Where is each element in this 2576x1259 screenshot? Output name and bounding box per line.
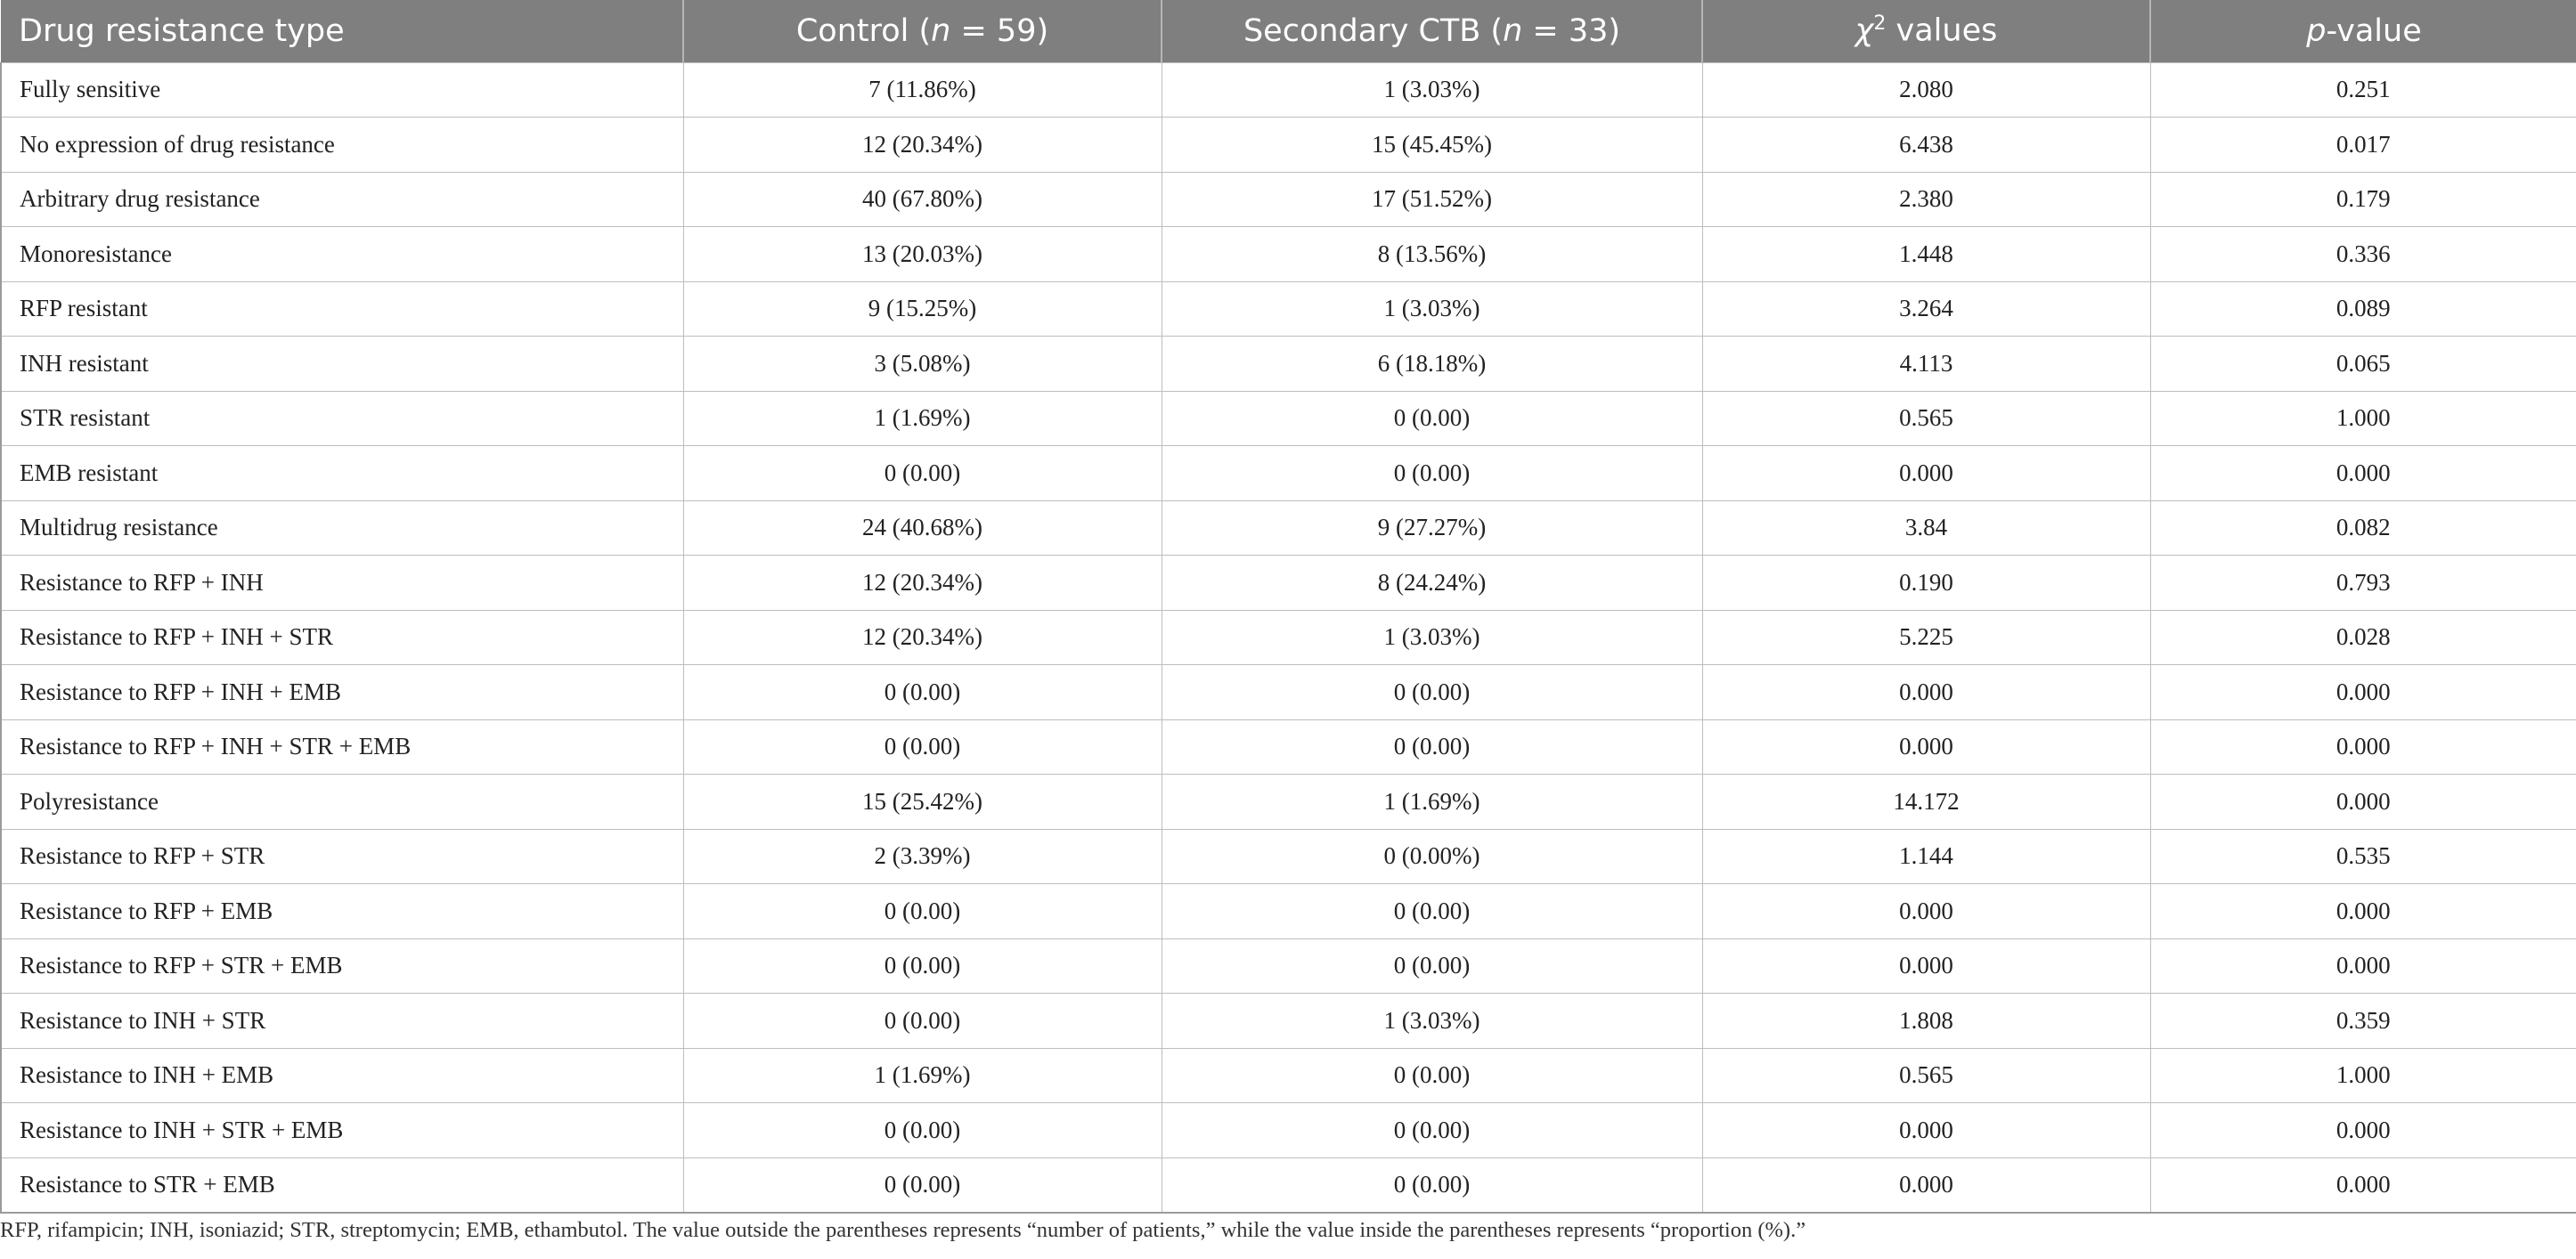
control-cell: 15 (25.42%): [683, 775, 1162, 830]
control-cell: 0 (0.00): [683, 884, 1162, 939]
drug-resistance-type-cell: Resistance to RFP + INH + EMB: [1, 665, 683, 720]
control-cell: 0 (0.00): [683, 665, 1162, 720]
secondary-ctb-cell: 0 (0.00): [1162, 884, 1702, 939]
control-cell: 13 (20.03%): [683, 227, 1162, 282]
drug-resistance-type-cell: Arbitrary drug resistance: [1, 172, 683, 227]
control-cell: 12 (20.34%): [683, 610, 1162, 665]
chi-square-cell: 0.190: [1702, 556, 2150, 611]
table-row: [1, 172, 2576, 227]
header-control-prefix: Control (: [795, 12, 932, 49]
secondary-ctb-cell: 1 (3.03%): [1162, 610, 1702, 665]
p-value-cell: 0.000: [2150, 446, 2576, 501]
secondary-ctb-cell: 1 (3.03%): [1162, 62, 1702, 118]
table-footnote: RFP, rifampicin; INH, isoniazid; STR, streptomycin; EMB, ethambutol. The value outside the parentheses represents “number of patients,” while the value inside the parentheses represents “proportion (%).”: [0, 1218, 1806, 1242]
control-cell: 0 (0.00): [683, 1103, 1162, 1158]
secondary-ctb-cell: 0 (0.00): [1162, 391, 1702, 446]
secondary-ctb-cell: 17 (51.52%): [1162, 172, 1702, 227]
table-header: [1, 0, 2576, 62]
table-row: [1, 884, 2576, 939]
header-drug-resistance-type: [1, 0, 683, 62]
header-p-suffix: -value: [2326, 12, 2422, 49]
control-cell: 24 (40.68%): [683, 500, 1162, 556]
p-value-cell: 0.000: [2150, 938, 2576, 994]
table-row: [1, 446, 2576, 501]
table-row: [1, 391, 2576, 446]
secondary-ctb-cell: 0 (0.00): [1162, 665, 1702, 720]
table-row: [1, 1048, 2576, 1103]
control-cell: 12 (20.34%): [683, 118, 1162, 173]
header-chi-symbol: χ: [1855, 13, 1874, 50]
drug-resistance-type-cell: Monoresistance: [1, 227, 683, 282]
control-cell: 0 (0.00): [683, 938, 1162, 994]
chi-square-cell: 0.000: [1702, 446, 2150, 501]
header-control: [683, 0, 1162, 62]
p-value-cell: 0.065: [2150, 337, 2576, 392]
table-row: [1, 337, 2576, 392]
control-cell: 3 (5.08%): [683, 337, 1162, 392]
table-row: [1, 281, 2576, 337]
table-row: [1, 500, 2576, 556]
chi-square-cell: 2.380: [1702, 172, 2150, 227]
control-cell: 1 (1.69%): [683, 391, 1162, 446]
p-value-cell: 0.251: [2150, 62, 2576, 118]
table-row: [1, 227, 2576, 282]
table-row: [1, 938, 2576, 994]
secondary-ctb-cell: 0 (0.00): [1162, 719, 1702, 775]
p-value-cell: 0.000: [2150, 775, 2576, 830]
chi-square-cell: 14.172: [1702, 775, 2150, 830]
control-cell: 12 (20.34%): [683, 556, 1162, 611]
control-cell: 7 (11.86%): [683, 62, 1162, 118]
drug-resistance-type-cell: Resistance to RFP + INH + STR + EMB: [1, 719, 683, 775]
drug-resistance-type-cell: Resistance to INH + STR + EMB: [1, 1103, 683, 1158]
table-row: [1, 719, 2576, 775]
p-value-cell: 0.793: [2150, 556, 2576, 611]
header-p-var: p: [2306, 12, 2327, 49]
secondary-ctb-cell: 0 (0.00%): [1162, 829, 1702, 884]
chi-square-cell: 0.000: [1702, 938, 2150, 994]
p-value-cell: 0.000: [2150, 884, 2576, 939]
table-row: [1, 118, 2576, 173]
secondary-ctb-cell: 6 (18.18%): [1162, 337, 1702, 392]
p-value-cell: 0.000: [2150, 719, 2576, 775]
secondary-ctb-cell: 15 (45.45%): [1162, 118, 1702, 173]
header-control-suffix: = 59): [950, 12, 1049, 49]
secondary-ctb-cell: 0 (0.00): [1162, 938, 1702, 994]
p-value-cell: 0.000: [2150, 1103, 2576, 1158]
drug-resistance-type-cell: Resistance to RFP + EMB: [1, 884, 683, 939]
chi-square-cell: 0.000: [1702, 884, 2150, 939]
control-cell: 0 (0.00): [683, 719, 1162, 775]
secondary-ctb-cell: 0 (0.00): [1162, 1157, 1702, 1213]
header-drug-resistance-type-text: Drug resistance type: [19, 12, 345, 49]
chi-square-cell: 1.448: [1702, 227, 2150, 282]
table-row: [1, 829, 2576, 884]
chi-square-cell: 0.000: [1702, 1157, 2150, 1213]
secondary-ctb-cell: 9 (27.27%): [1162, 500, 1702, 556]
header-control-n: n: [931, 12, 951, 49]
header-secondary-ctb-prefix: Secondary CTB (: [1243, 12, 1504, 49]
table-row: [1, 1157, 2576, 1213]
chi-square-cell: 3.84: [1702, 500, 2150, 556]
table-row: [1, 62, 2576, 118]
secondary-ctb-cell: 0 (0.00): [1162, 446, 1702, 501]
drug-resistance-type-cell: Resistance to RFP + STR: [1, 829, 683, 884]
p-value-cell: 0.089: [2150, 281, 2576, 337]
p-value-cell: 0.000: [2150, 665, 2576, 720]
control-cell: 0 (0.00): [683, 1157, 1162, 1213]
chi-square-cell: 0.565: [1702, 1048, 2150, 1103]
drug-resistance-type-cell: Resistance to RFP + INH: [1, 556, 683, 611]
control-cell: 0 (0.00): [683, 446, 1162, 501]
secondary-ctb-cell: 0 (0.00): [1162, 1048, 1702, 1103]
drug-resistance-type-cell: STR resistant: [1, 391, 683, 446]
header-row: [1, 0, 2576, 62]
control-cell: 0 (0.00): [683, 994, 1162, 1049]
chi-square-cell: 2.080: [1702, 62, 2150, 118]
drug-resistance-type-cell: Resistance to INH + STR: [1, 994, 683, 1049]
p-value-cell: 0.082: [2150, 500, 2576, 556]
chi-square-cell: 0.000: [1702, 719, 2150, 775]
p-value-cell: 0.359: [2150, 994, 2576, 1049]
chi-square-cell: 0.000: [1702, 665, 2150, 720]
p-value-cell: 0.336: [2150, 227, 2576, 282]
table-row: [1, 610, 2576, 665]
secondary-ctb-cell: 0 (0.00): [1162, 1103, 1702, 1158]
control-cell: 1 (1.69%): [683, 1048, 1162, 1103]
p-value-cell: 0.179: [2150, 172, 2576, 227]
drug-resistance-type-cell: Fully sensitive: [1, 62, 683, 118]
chi-square-cell: 6.438: [1702, 118, 2150, 173]
drug-resistance-type-cell: INH resistant: [1, 337, 683, 392]
p-value-cell: 0.000: [2150, 1157, 2576, 1213]
header-chi-superscript: 2: [1873, 12, 1887, 36]
p-value-cell: 0.535: [2150, 829, 2576, 884]
p-value-cell: 0.028: [2150, 610, 2576, 665]
header-chi-square-values: [1702, 0, 2150, 62]
header-secondary-ctb-n: n: [1503, 12, 1523, 49]
drug-resistance-type-cell: Resistance to RFP + INH + STR: [1, 610, 683, 665]
table-row: [1, 556, 2576, 611]
table-row: [1, 665, 2576, 720]
drug-resistance-type-cell: EMB resistant: [1, 446, 683, 501]
chi-square-cell: 1.808: [1702, 994, 2150, 1049]
secondary-ctb-cell: 1 (3.03%): [1162, 994, 1702, 1049]
header-secondary-ctb-suffix: = 33): [1522, 12, 1621, 49]
drug-resistance-type-cell: Multidrug resistance: [1, 500, 683, 556]
drug-resistance-type-cell: No expression of drug resistance: [1, 118, 683, 173]
table-row: [1, 994, 2576, 1049]
p-value-cell: 0.017: [2150, 118, 2576, 173]
secondary-ctb-cell: 8 (24.24%): [1162, 556, 1702, 611]
drug-resistance-type-cell: Resistance to STR + EMB: [1, 1157, 683, 1213]
drug-resistance-type-cell: RFP resistant: [1, 281, 683, 337]
chi-square-cell: 3.264: [1702, 281, 2150, 337]
secondary-ctb-cell: 8 (13.56%): [1162, 227, 1702, 282]
header-p-value: [2150, 0, 2576, 62]
header-chi-suffix: values: [1886, 13, 1998, 50]
chi-square-cell: 0.000: [1702, 1103, 2150, 1158]
table-row: [1, 1103, 2576, 1158]
secondary-ctb-cell: 1 (1.69%): [1162, 775, 1702, 830]
control-cell: 9 (15.25%): [683, 281, 1162, 337]
chi-square-cell: 5.225: [1702, 610, 2150, 665]
chi-square-cell: 4.113: [1702, 337, 2150, 392]
chi-square-cell: 0.565: [1702, 391, 2150, 446]
p-value-cell: 1.000: [2150, 391, 2576, 446]
control-cell: 2 (3.39%): [683, 829, 1162, 884]
table-body: [1, 62, 2576, 1213]
control-cell: 40 (67.80%): [683, 172, 1162, 227]
p-value-cell: 1.000: [2150, 1048, 2576, 1103]
drug-resistance-type-cell: Resistance to INH + EMB: [1, 1048, 683, 1103]
secondary-ctb-cell: 1 (3.03%): [1162, 281, 1702, 337]
drug-resistance-type-cell: Resistance to RFP + STR + EMB: [1, 938, 683, 994]
drug-resistance-type-cell: Polyresistance: [1, 775, 683, 830]
chi-square-cell: 1.144: [1702, 829, 2150, 884]
header-secondary-ctb: [1162, 0, 1702, 62]
table-row: [1, 775, 2576, 830]
